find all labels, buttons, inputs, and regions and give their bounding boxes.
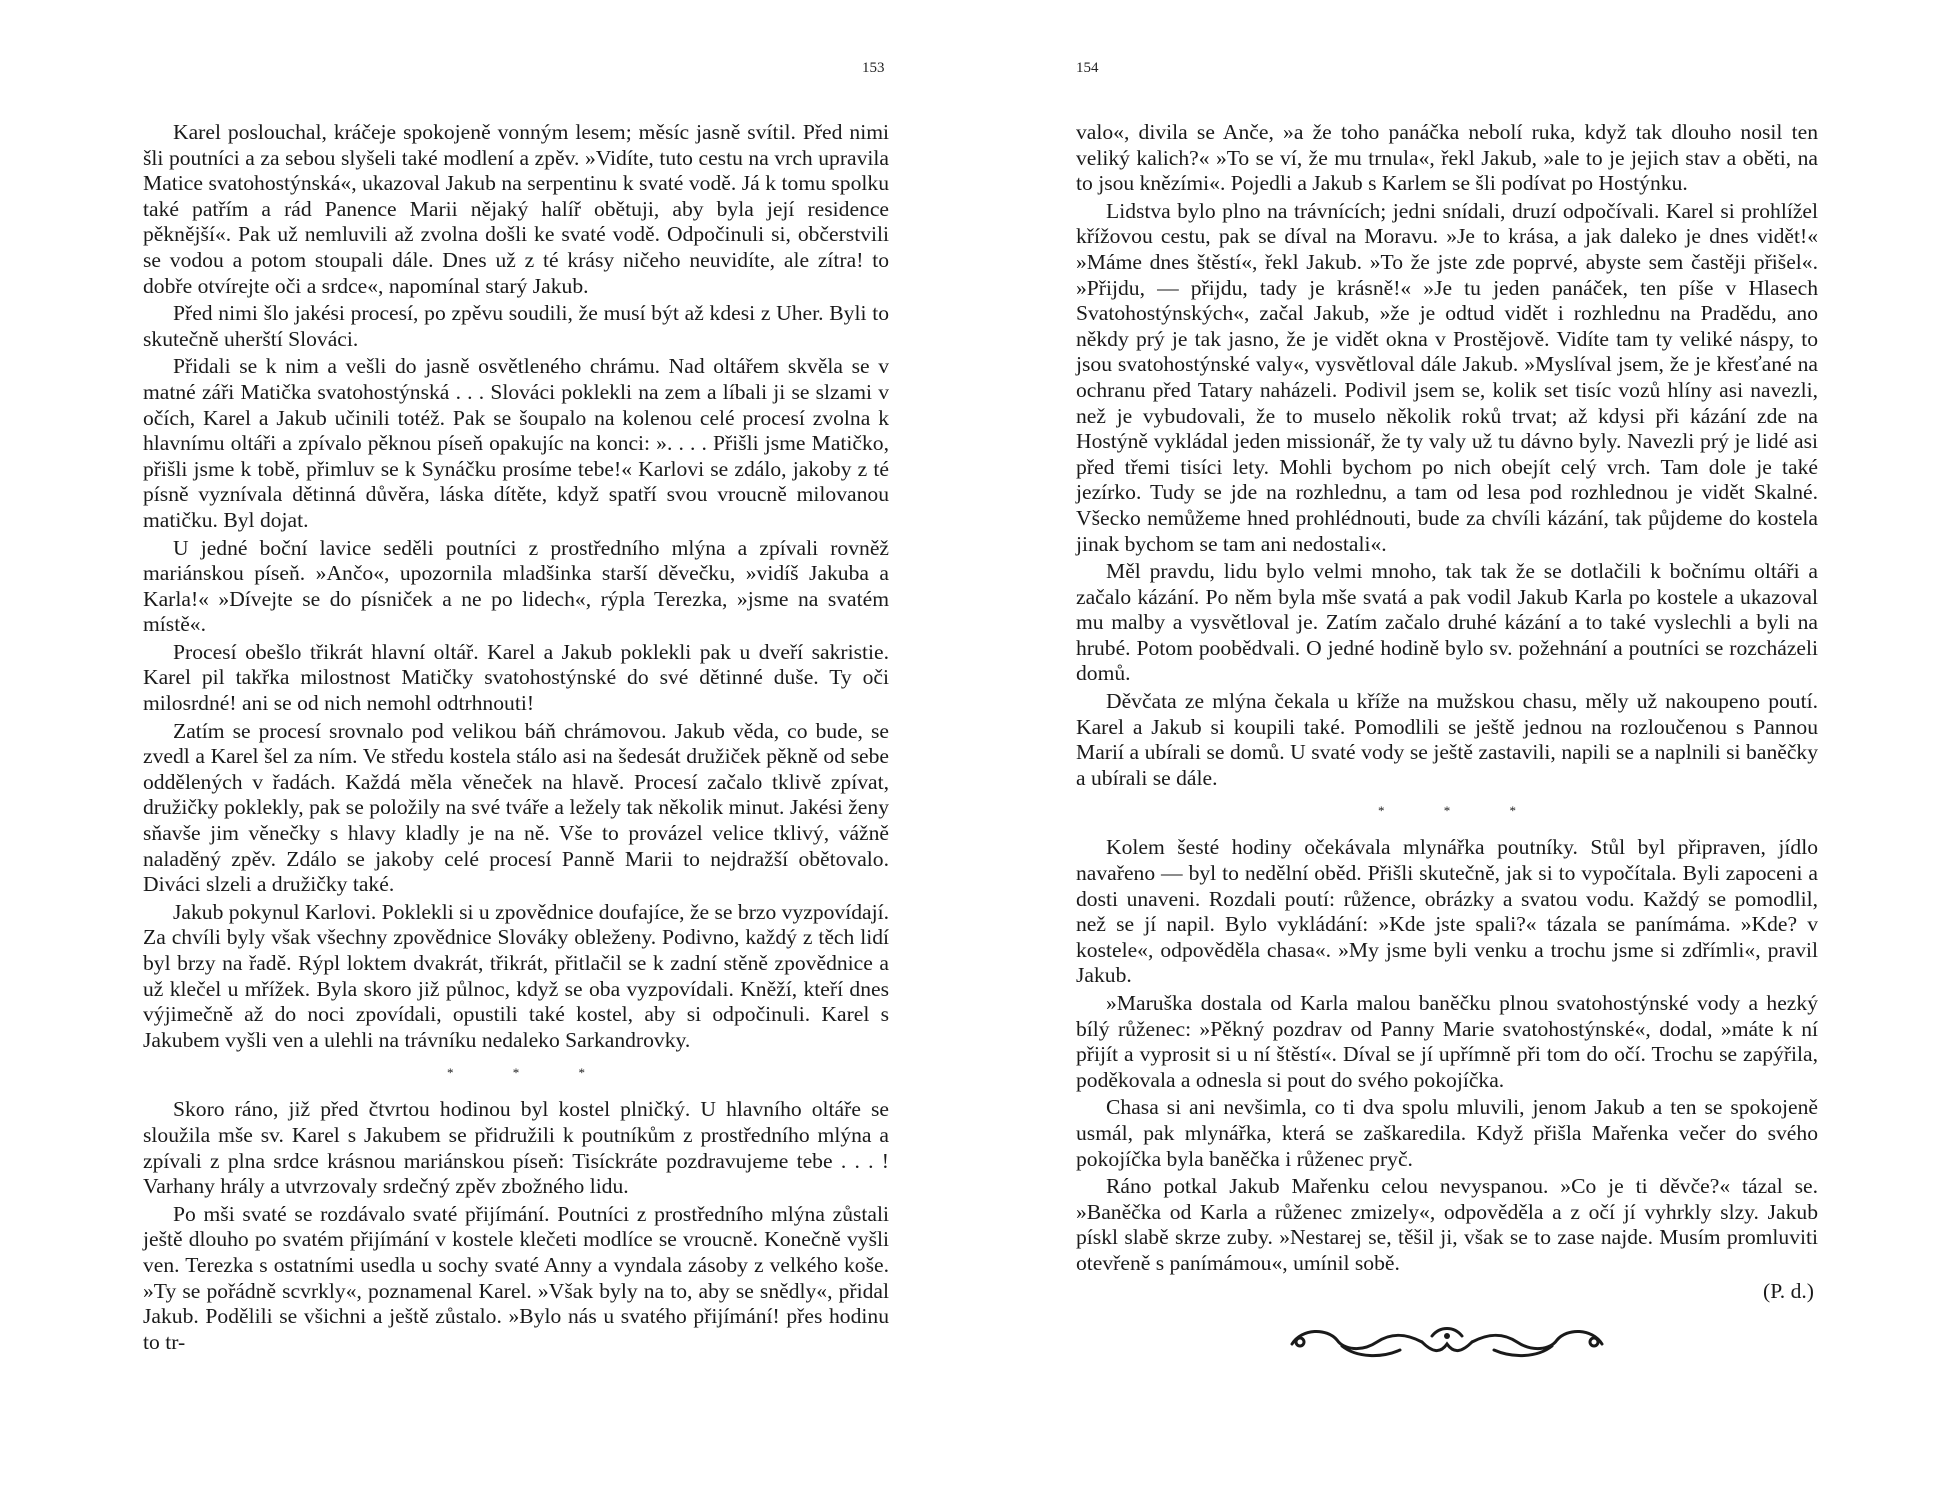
paragraph: Skoro ráno, již před čtvrtou hodinou byl kostel plničký. U hlavního oltáře se sloužila mše sv. Karel s Jakubem se přidružili k poutníkům z prostředního mlýna a zpívali z plna srdce krásnou mariánskou píseň: Tisíckráte pozdravujeme tebe . . . ! Varhany hrály a utvrzovaly srdečný zpěv zbožného lidu. <box>143 1097 889 1199</box>
section-divider-stars: * * * <box>447 1065 613 1081</box>
signature-note: (P. d.) <box>1763 1278 1814 1303</box>
paragraph: Před nimi šlo jakési procesí, po zpěvu soudili, že musí být až kdesi z Uher. Byli to skutečně uherští Slováci. <box>143 301 889 351</box>
paragraph: Po mši svaté se rozdávalo svaté přijímání. Poutníci z prostředního mlýna zůstali ještě dlouho po svatém přijímání v kostele klečeti modlíce se vroucně. Konečně vyšli ven. Terezka s ostatními usedla u sochy svaté Anny a vyndala zásoby z velkého koše. »Ty se pořádně scvrkly«, poznamenal Karel. »Však byly na to, aby se snědly«, přidal Jakub. Podělili se všichni a ještě zůstalo. »Bylo nás u svatého přijímání! přes hodinu to tr- <box>143 1201 889 1354</box>
text-column <box>143 120 889 1357</box>
paragraph: Děvčata ze mlýna čekala u kříže na mužskou chasu, měly už nakoupeno poutí. Karel a Jakub si koupili také. Pomodlili se ještě jednou na rozloučenou s Pannou Marií a ubírali se domů. U svaté vody se ještě zastavili, napili se a naplnili si baněčky a ubírali se dále. <box>1076 689 1818 790</box>
paragraph: Lidstva bylo plno na trávnících; jedni snídali, druzí odpočívali. Karel si prohlížel křížovou cestu, pak se díval na Moravu. »Je to krása, a jak daleko je dnes vidět!« »Máme dnes štěstí«, řekl Jakub. »To že jste zde poprvé, abyste sem častěji přišel«. »Přijdu, — přijdu, tady je krásně!« »Je tu jeden panáček, ten píše v Hlasech Svatohostýnských«, začal Jakub, »že je odtud vidět i rozhlednu na Pradědu, ano někdy prý je tak jasno, že je vidět okna v Prostějově. Vidíte tam ty veliké náspy, to jsou svatohostýnské valy«, vysvětloval dále Jakub. »Myslíval jsem, že je křesťané na ochranu před Tatary naházeli. Podivil jsem se, kolik set tisíc vozů hlíny asi navezli, než je vybudovali, že to muselo několik roků trvat; až kdysi při kázání zde na Hostýně vykládal jeden missionář, že ty valy už tu dávno byly. Navezli prý je lidé asi před třemi tisíci lety. Mohli bychom po nich obejít celý vrch. Tam dole je také jezírko. Tudy se jde na rozhlednu, a tam od lesa pod rozhlednou je vidět Skalné. Všecko nemůžeme hned prohlédnouti, bude za chvíli kázání, tak půjdeme do kostela jinak bychom se tam ani nedostali«. <box>1076 198 1818 556</box>
paragraph: U jedné boční lavice seděli poutníci z prostředního mlýna a zpívali rovněž mariánskou píseň. »Ančo«, upozornila mladšinka starší děvečku, »vidíš Jakuba a Karla!« »Dívejte se do písniček a ne po lidech«, rýpla Terezka, »jsme na svatém místě«. <box>143 535 889 637</box>
paragraph: Chasa si ani nevšimla, co ti dva spolu mluvili, jenom Jakub a ten se spokojeně usmál, pak mlynářka, která se zaškaredila. Když přišla Mařenka večer do svého pokojíčka byla baněčka i růženec pryč. <box>1076 1095 1818 1171</box>
section-divider-stars: * * * <box>1378 803 1544 819</box>
page-number: 153 <box>862 60 885 76</box>
paragraph: valo«, divila se Anče, »a že toho panáčka nebolí ruka, když tak dlouho nosil ten veliký kalich?« »To se ví, že mu trnula«, řekl Jakub, »ale to je jejich stav a oběti, na to jsou knězími«. Pojedli a Jakub s Karlem se šli podívat po Hostýnku. <box>1076 120 1818 196</box>
paragraph: Jakub pokynul Karlovi. Poklekli si u zpovědnice doufajíce, že se brzo vyzpovídají. Za chvíli byly však všechny zpovědnice Slováky obleženy. Podivno, každý z těch lidí byl brzy na řadě. Rýpl loktem dvakrát, třikrát, přitlačil se k zadní stěně zpovědnice a už klečel u mřížek. Byla skoro již půlnoc, když se oba vyzpovídali. Kněží, kteří dnes výjimečně až do noci zpovídali, opustili také kostel, aby si odpočinuli. Karel s Jakubem vyšli ven a ulehli na trávníku nedaleko Sarkandrovky. <box>143 899 890 1052</box>
text-column <box>1076 120 1818 1362</box>
paragraph: Přidali se k nim a vešli do jasně osvětleného chrámu. Nad oltářem skvěla se v matné záři Matička svatohostýnská . . . Slováci poklekli na zem a líbali ji se slzami v očích, Karel a Jakub učinili totéž. Pak se šoupalo na kolenou celé procesí zvolna k hlavnímu oltáři a zpívalo pěknou píseň opakujíc na konci: ». . . . Přišli jsme Matičko, přišli jsme k tobě, přimluv se k Synáčku prosíme tebe!« Karlovi se zdálo, jakoby z té písně vyznívala dětinná důvěra, láska dítěte, když spatří svou vroucně milovanou matičku. Byl dojat. <box>143 354 889 532</box>
paragraph: Měl pravdu, lidu bylo velmi mnoho, tak tak že se dotlačili k bočnímu oltáři a začalo kázání. Po něm byla mše svatá a pak vodil Jakub Karla po kostele a ukazoval mu malby a vysvětloval je. Zatím začalo druhé kázání a to také vyslechli a byli na hrubé. Potom poobědvali. O jedné hodině bylo sv. požehnání a poutníci se rozcházeli domů. <box>1076 559 1818 686</box>
ornament-flourish-icon <box>1282 1322 1612 1362</box>
paragraph: Ráno potkal Jakub Mařenku celou nevyspanou. »Co je ti děvče?« tázal se. »Baněčka od Karla a růženec zmizely«, odpověděla a z očí jí vyhrkly slzy. Jakub pískl slabě skrze zuby. »Nestarej se, těšil ji, však se to zase najde. Musím promluviti otevřeně s panímámou«, umínil sobě. <box>1076 1174 1818 1275</box>
paragraph: Kolem šesté hodiny očekávala mlynářka poutníky. Stůl byl připraven, jídlo navařeno — byl to nedělní oběd. Přišli skutečně, jak si to vypočítala. Byli zapoceni a dosti unaveni. Rozdali poutí: růžence, obrázky a svatou vodu. Každý se pomodlil, než se jí napil. Bylo vykládání: »Kde jste spali?« tázala se panímáma. »Kde? v kostele«, odpověděla chasa«. »My jsme byli venku a trochu jsme si zdřímli«, pravil Jakub. <box>1076 835 1818 988</box>
paragraph: Zatím se procesí srovnalo pod velikou báň chrámovou. Jakub věda, co bude, se zvedl a Karel šel za ním. Ve středu kostela stálo asi na šedesát družiček pěkně od sebe oddělených v řadách. Každá měla věneček na hlavě. Procesí začalo tklivě zpívat, družičky poklekly, pak se položily na své tváře a ležely tak několik minut. Jakési ženy sňavše jim věnečky s hlavy kladly je na ně. Vše to provázel velice tklivý, vážně naladěný zpěv. Zdálo se jakoby celé procesí Panně Marii to nejdražší obětovalo. Diváci slzeli a družičky také. <box>143 718 889 897</box>
paragraph: »Maruška dostala od Karla malou baněčku plnou svatohostýnské vody a hezký bílý růženec: »Pěkný pozdrav od Panny Marie svatohostýnské«, dodal, »máte k ní přijít a vyprosit si u ní štěstí«. Díval se jí upřímně při tom do očí. Trochu se zapýřila, poděkovala a odnesla si pout do svého pokojíčka. <box>1076 991 1818 1092</box>
paragraph: Karel poslouchal, kráčeje spokojeně vonným lesem; měsíc jasně svítil. Před nimi šli poutníci a za sebou slyšeli také modlení a zpěv. »Vidíte, tuto cestu na vrch upravila Matice svatohostýnská«, ukazoval Jakub na serpentinu k svaté vodě. Já k tomu spolku také patřím a rád Panence Marii nějaký halíř obětuji, aby byla její residence pěknější«. Pak už nemluvili až zvolna došli ke svaté vodě. Odpočinuli si, občerstvili se vodou a potom stoupali dále. Dnes už z té krásy ničeho neuvidíte, ale zítra! to dobře otvírejte oči a srdce«, napomínal starý Jakub. <box>143 120 889 298</box>
page-right <box>973 0 1946 1500</box>
page-number: 154 <box>1076 60 1099 76</box>
paragraph: Procesí obešlo třikrát hlavní oltář. Karel a Jakub poklekli pak u dveří sakristie. Karel pil takřka milostnost Matičky svatohostýnské do své dětinné duše. Ty oči milosrdné! ani se od nich nemohl odtrhnouti! <box>143 639 889 716</box>
